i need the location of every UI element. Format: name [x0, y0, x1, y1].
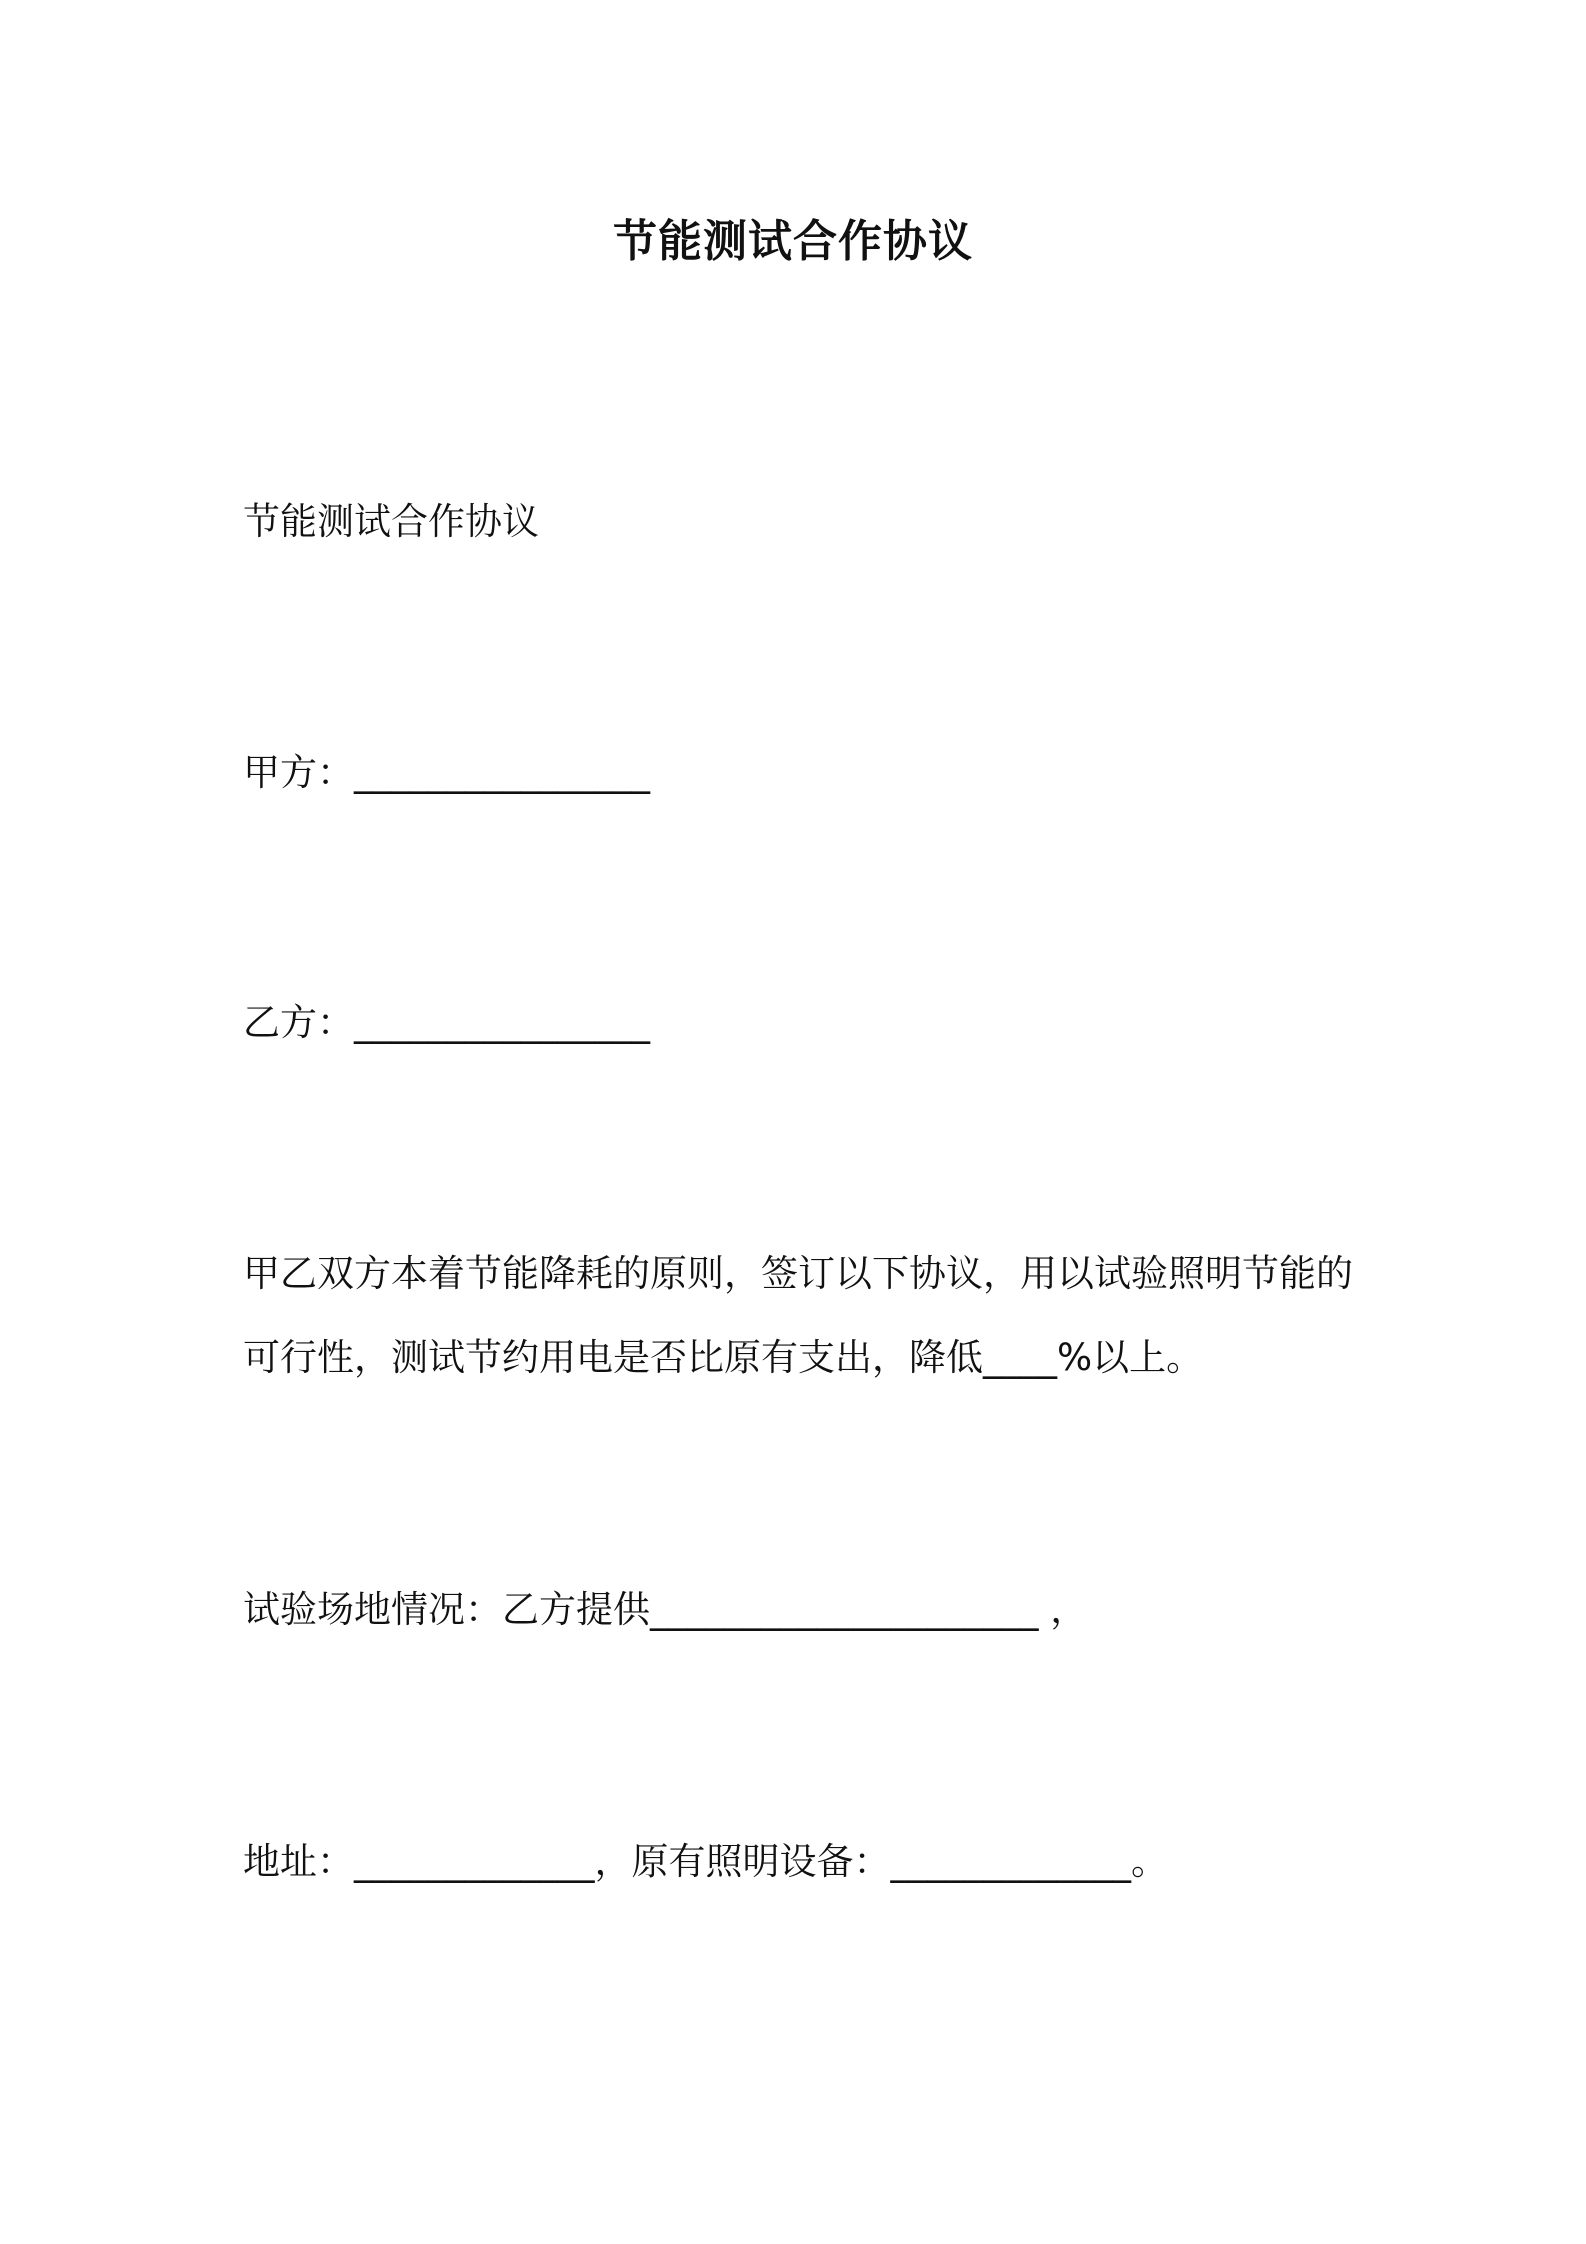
- document-subtitle: 节能测试合作协议: [243, 500, 539, 543]
- party-b-line: 乙方：________________: [243, 1001, 650, 1044]
- document-title: 节能测试合作协议: [613, 216, 973, 267]
- intro-paragraph: 甲乙双方本着节能降耗的原则，签订以下协议，用以试验照明节能的可行性，测试节约用电是否比原有支出，降低____%以上。: [243, 1252, 1353, 1379]
- party-a-line: 甲方：________________: [243, 751, 650, 794]
- test-site-line: 试验场地情况：乙方提供_____________________ ，: [243, 1588, 1088, 1631]
- address-line: 地址：_____________，原有照明设备：_____________。: [243, 1840, 1168, 1883]
